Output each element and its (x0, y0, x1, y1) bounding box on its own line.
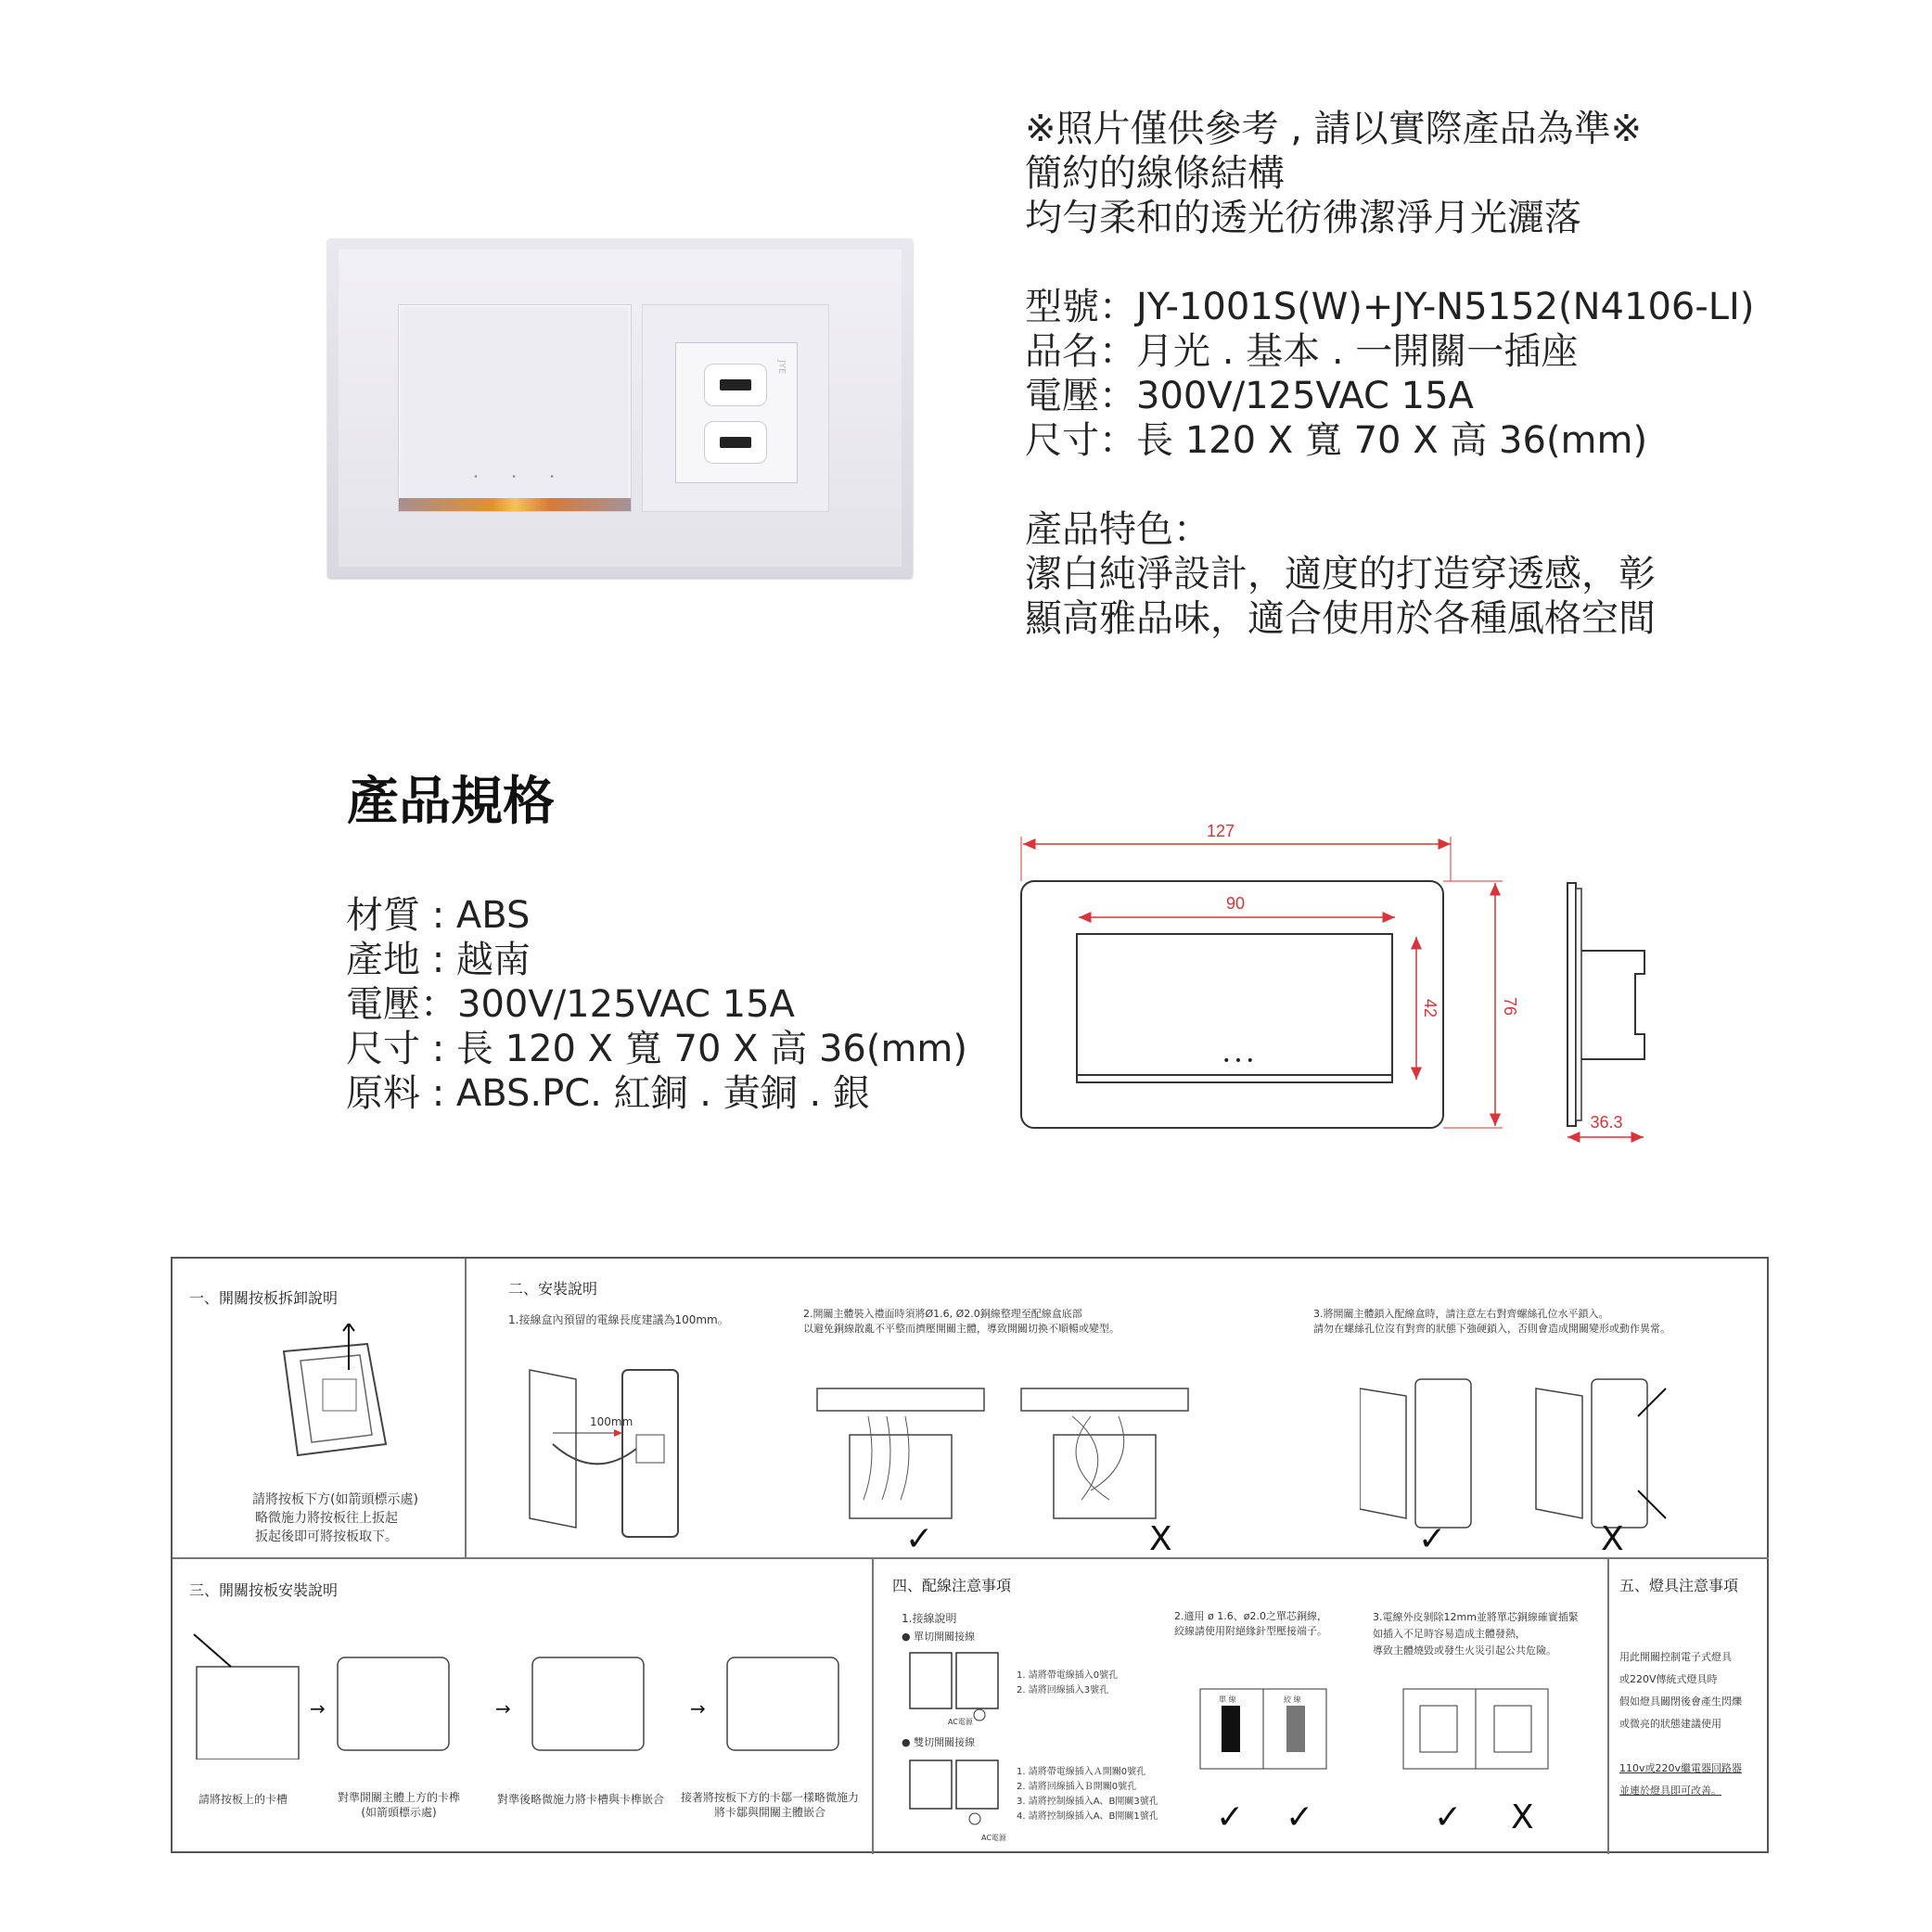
caption-line: 接著將按板下方的卡鄒一樣略微施力 (681, 1791, 860, 1804)
caption-line: 扳起後即可將按板取下。 (255, 1529, 398, 1544)
spec-line: 原料 : ABS.PC. 紅銅 . 黃銅 . 銀 (346, 1072, 870, 1115)
step3-line: 3.將開關主體鎖入配線盒時，請注意左右對齊螺絲孔位水平鎖入。 (1313, 1308, 1609, 1320)
step-line: 2. 請將回線插入Ｂ開關0號孔 (1017, 1782, 1137, 1792)
description-line: ※照片僅供參考 , 請以實際產品為準※ (1025, 108, 1643, 150)
install-step3 (1313, 1307, 1670, 1337)
wire-length-illustration (502, 1351, 706, 1546)
spec-list (346, 893, 967, 1116)
wire-type-diagram (1198, 1687, 1328, 1771)
step3-line: 請勿在螺絲孔位沒有對齊的狀態下強硬鎖入，否則會造成開關變形或動作異常。 (1313, 1323, 1670, 1335)
description-line: 顯高雅品味，適合使用於各種風格空間 (1025, 597, 1656, 640)
divider (173, 1557, 1769, 1559)
svg-text:→: → (690, 1697, 706, 1720)
spec-line: 材質 : ABS (346, 894, 531, 937)
cross-mark: X (1149, 1520, 1172, 1558)
note-line: 或微亮的狀態建議使用 (1619, 1718, 1721, 1730)
divider (465, 1259, 467, 1557)
section3-title: 三、開關按板安裝說明 (189, 1581, 339, 1599)
switch-button (398, 304, 632, 512)
description-line: 電壓：300V/125VAC 15A (1025, 375, 1474, 417)
section5-notes (1619, 1646, 1742, 1802)
note-line: 並連於燈具即可改善。 (1619, 1785, 1721, 1797)
description-line: 品名：月光 . 基本 . 一開關一插座 (1025, 330, 1579, 373)
note-line: 3.電線外皮剝除12mm並將單芯銅線確實插緊 (1373, 1611, 1579, 1623)
note-line: 假如燈具關閉後會產生閃爍 (1619, 1695, 1742, 1708)
installation-manual (171, 1257, 1769, 1853)
switch-dots: • • • (473, 472, 570, 482)
side-view-plate (1567, 883, 1576, 1126)
wire-arrangement-illustration (812, 1379, 1202, 1537)
note-line: 110v或220v繼電器回路器 (1619, 1762, 1743, 1774)
description-line: 尺寸：長 120 X 寬 70 X 高 36(mm) (1025, 419, 1648, 462)
section1-title: 一、開關按板拆卸說明 (189, 1289, 339, 1307)
check-mark: ✓ (1418, 1520, 1447, 1558)
description-line: 均勻柔和的透光彷彿潔淨月光灑落 (1025, 197, 1581, 239)
outlet-panel (642, 304, 829, 512)
ac-label: AC電源 (981, 1834, 1006, 1842)
section3-caption-4 (681, 1790, 859, 1820)
section3-caption-3: 對準後略微施力將卡槽與卡榫嵌合 (497, 1793, 665, 1806)
outlet-socket-top (704, 364, 767, 406)
divider (1607, 1557, 1609, 1854)
product-description (1025, 107, 1754, 641)
install-step2 (803, 1307, 1120, 1337)
cross-mark: X (1601, 1520, 1624, 1558)
section3-caption-1: 請將按板上的卡槽 (198, 1793, 288, 1806)
svg-text:→: → (495, 1697, 511, 1720)
step-line: 1. 請將帶電線插入0號孔 (1017, 1670, 1119, 1681)
step-line: 4. 請將控制線插入A、B開關1號孔 (1017, 1811, 1158, 1822)
svg-text:→: → (310, 1697, 326, 1720)
caption-line: 對準開關主體上方的卡榫 (338, 1791, 461, 1804)
check-mark: ✓ (1286, 1798, 1314, 1836)
side-view-plate-inner (1576, 889, 1581, 1120)
screw-alignment-illustration (1360, 1361, 1731, 1537)
spec-title: 產品規格 (347, 772, 555, 832)
step-line: 1. 請將帶電線插入Ａ開關0號孔 (1017, 1767, 1146, 1777)
wire-label-stranded: 絞 線 (1284, 1695, 1301, 1704)
section4-title: 四、配線注意事項 (892, 1577, 1012, 1594)
note-line: 導致主體燒毀或發生火災引起公共危險。 (1373, 1644, 1556, 1657)
step-line: 3. 請將控制線插入A、B開關3號孔 (1017, 1797, 1158, 1807)
description-line: 產品特色： (1025, 508, 1210, 551)
wiring-note2 (1174, 1609, 1327, 1639)
description-line: 潔白純淨設計，適度的打造穿透感，彰 (1025, 553, 1656, 595)
dim-label-127: 127 (1206, 822, 1235, 840)
cross-mark: X (1511, 1798, 1534, 1836)
single-switch-diagram (905, 1648, 1007, 1722)
spec-line: 產地 : 越南 (346, 939, 531, 981)
dim-label-42: 42 (1421, 998, 1439, 1018)
caption-line: 請將按板下方(如箭頭標示處) (252, 1492, 418, 1507)
note-line: 絞線請使用附絕緣針型壓接端子。 (1174, 1625, 1327, 1637)
single-steps (1017, 1669, 1118, 1698)
note-line: 2.適用 ø 1.6、ø2.0之單芯銅線， (1174, 1610, 1327, 1622)
outlet-slot (720, 437, 751, 448)
product-photo (327, 238, 913, 578)
note-line: 或220V傳統式燈具時 (1619, 1673, 1718, 1685)
dimension-drawing (1011, 816, 1660, 1150)
install-step1: 1.接線盒內預留的電線長度建議為100mm。 (508, 1313, 729, 1326)
section5-title: 五、燈具注意事項 (1619, 1577, 1739, 1594)
step2-line: 以避免銅線散亂不平整而擠壓開關主體，導致開關切換不順暢或變型。 (803, 1323, 1120, 1335)
plate-install-illustration (189, 1630, 857, 1759)
section1-caption (252, 1491, 418, 1546)
ac-label: AC電源 (948, 1718, 973, 1726)
wiring-note3 (1373, 1609, 1579, 1659)
dim-label-36: 36.3 (1590, 1113, 1623, 1132)
wire-length-label: 100mm (590, 1415, 633, 1428)
note-line: 如插入不足時容易造成主體發熱， (1373, 1628, 1526, 1640)
drawing-dots: • • • (1222, 1054, 1254, 1068)
outlet-brand-label: JYE (776, 360, 787, 375)
dim-label-76: 76 (1501, 996, 1519, 1017)
caption-line: 將卡鄒與開關主體嵌合 (714, 1806, 826, 1819)
double-switch-label: ● 雙切開關接線 (902, 1736, 976, 1748)
side-view-body (1581, 951, 1644, 1059)
note-line: 用此開關控制電子式燈具 (1619, 1651, 1732, 1663)
spec-line: 電壓：300V/125VAC 15A (346, 983, 795, 1026)
check-mark: ✓ (1434, 1798, 1463, 1836)
wire-strip-diagram (1401, 1687, 1550, 1771)
single-switch-label: ● 單切開關接線 (902, 1631, 976, 1643)
step-line: 2. 請將回線插入3號孔 (1017, 1685, 1109, 1695)
description-line: 型號：JY-1001S(W)+JY-N5152(N4106-LI) (1025, 286, 1755, 328)
wire-label-single: 單 線 (1219, 1695, 1236, 1704)
double-steps (1017, 1765, 1158, 1824)
description-line: 簡約的線條結構 (1025, 152, 1285, 195)
outlet-slot (720, 379, 751, 390)
wiring-title: 1.接線說明 (902, 1612, 957, 1625)
spec-line: 尺寸 : 長 120 X 寬 70 X 高 36(mm) (346, 1028, 967, 1070)
plate-removal-illustration (256, 1324, 404, 1472)
check-mark: ✓ (905, 1520, 934, 1558)
section3-caption-2 (338, 1790, 460, 1820)
step2-line: 2.開關主體裝入禮面時須將Ø1.6, Ø2.0銅線整理至配線盒底部 (803, 1308, 1082, 1320)
check-mark: ✓ (1216, 1798, 1245, 1836)
outlet-socket-bottom (704, 421, 767, 464)
divider (872, 1557, 874, 1854)
section2-title: 二、安裝說明 (508, 1280, 598, 1298)
caption-line: (如箭頭標示處) (361, 1806, 437, 1819)
outlet-module (675, 342, 798, 483)
caption-line: 略微施力將按板往上扳起 (255, 1511, 398, 1526)
double-switch-diagram (905, 1756, 1007, 1830)
switch-light-strip (399, 498, 631, 511)
dim-label-90: 90 (1225, 894, 1246, 913)
